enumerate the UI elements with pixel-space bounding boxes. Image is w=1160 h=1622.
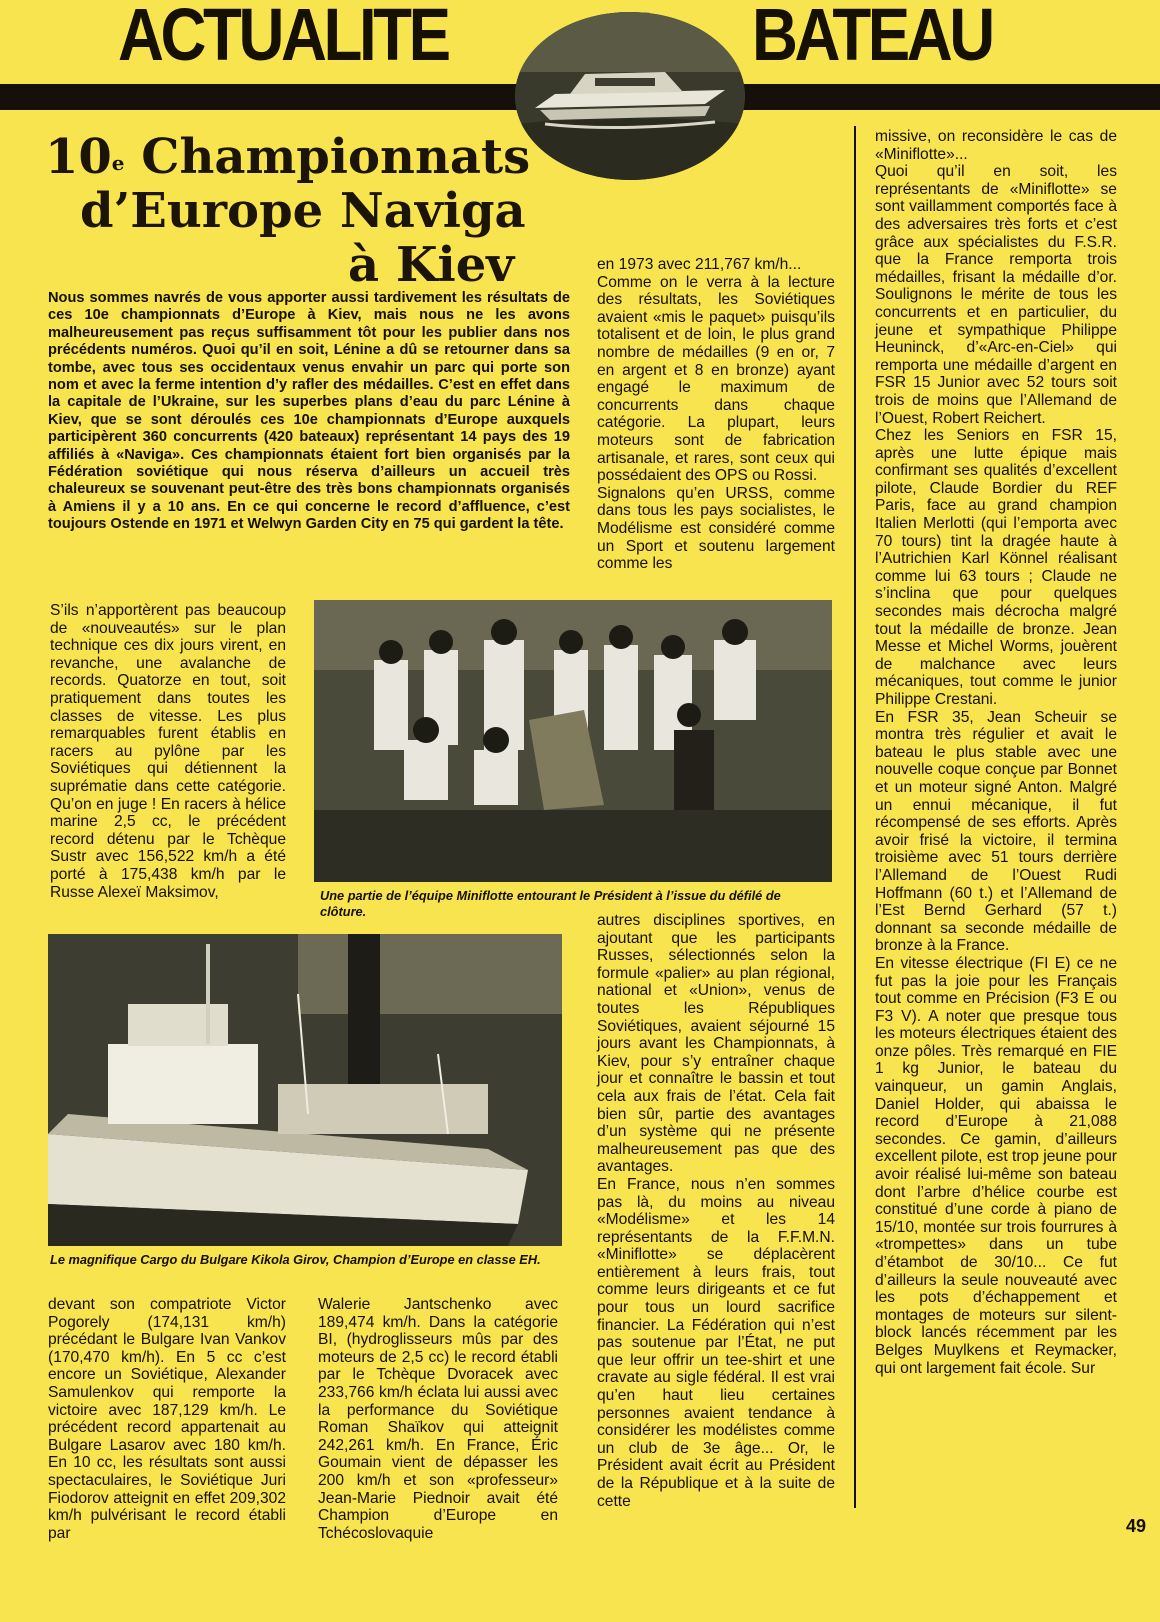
article-intro: Nous sommes navrés de vous apporter aussi tardivement les résultats de ces 10e championnats d’Europe à Kiev, mais nous ne les avons malheureusement pas reçus suffisamment tôt pour les publier dans nos précédents numéros. Quoi qu’il en soit, Lénine a dû se retourner dans sa tombe, avec tous ses occidentaux venus envahir un parc qui porte son nom et avec la ferme intention d’y rafler des médailles. C’est en effet dans la capitale de l’Ukraine, sur les superbes plans d’eau du parc Lénine à Kiev, que se sont déroulés ces 10e championnats d’Europe auxquels participèrent 360 concurrents (420 bateaux) représentant 14 pays des 19 affiliés à «Naviga». Ces championnats étaient fort bien organisés par la Fédération soviétique qui nous réserva d’ailleurs un accueil très chaleureux se souvenant peut-être des très bons championnats organisés à Amiens il y a 10 ans. En ce qui concerne le record d’affluence, c’est toujours Ostende en 1971 et Welwyn Garden City en 75 qui gardent la tête. xyxy=(48,290,570,533)
title-number: 10 xyxy=(45,129,112,185)
page-number: 49 xyxy=(1125,1516,1146,1536)
section-kicker-left: ACTUALITE xyxy=(118,0,448,76)
header-rule-left xyxy=(0,84,525,110)
column-bottom-mid: Walerie Jantschenko avec 189,474 km/h. Dans la catégorie BI, (hydroglisseurs mûs par des moteurs de 2,5 cc) le record établi par le Tchèque Dvoracek avec 233,766 km/h éclata lui aussi avec la performance du Soviétique Roman Shaïkov qui atteignit 242,261 km/h. En France, Éric Goumain vient de dépasser les 200 km/h et son «professeur» Jean-Marie Piednoir avait été Champion d’Europe en Tchécoslovaquie xyxy=(318,1296,558,1542)
column-c: missive, on reconsidère le cas de «Miniflotte»... Quoi qu’il en soit, les représentants de «Miniflotte» se sont vaillamment comportés face à des adversaires très forts et c’est grâce aux spécialistes du F.S.R. que la France remporta trois médailles, frisant la médaille d’or. Soulignons le mérite de tous les concurrents et en particulier, du jeune et sympathique Philippe Heuninck, d’«Arc-en-Ciel» qui remporta une médaille d’argent en FSR 15 Junior avec 52 tours soit trois de moins que l’Allemand de l’Ouest, Robert Reichert. Chez les Seniors en FSR 15, après une lutte épique mais confirmant ses qualités d’excellent pilote, Claude Bordier du REF Paris, face au grand champion Italien Merlotti (qui l’emporta avec 70 tours) tint la dragée haute à l’Autrichien Karl Könnel réalisant comme lui 63 tours ; Claude ne s’inclina que pour quelques secondes mais décrocha malgré tout la médaille de bronze. Jean Messe et Michel Worms, jouèrent de malchance avec leurs mécaniques, tout comme le junior Philippe Crestani. En FSR 35, Jean Scheuir se montra très régulier et avait le bateau le plus stable avec une nouvelle coque conçue par Bonnet et un moteur signé Anton. Malgré un ennui mécanique, il fut récompensé de ses efforts. Après avoir frisé la victoire, il termina troisième avec 51 tours derrière l’Allemand de l’Ouest Rudi Hoffmann (60 t.) et l’Allemand de l’Est Bernd Gerhard (57 t.) donnant sa seconde médaille de bronze à la France. En vitesse électrique (FI E) ce ne fut pas la joie pour les Français tout comme en Précision (F3 E ou F3 V). A noter que presque tous les moteurs électriques étaient des onze pôles. Très remarqué en FIE 1 kg Junior, le bateau du vainqueur, un gamin Anglais, Daniel Holder, qui abaissa le record d’Europe à 21,088 secondes. Ce gamin, d’ailleurs excellent pilote, est trop jeune pour avoir réalisé lui-même son bateau dont l’arbre d’hélice courbe est constitué d’une corde à piano de 15/10, montée sur trois fourrures à «trompettes» dans un tube d’étambot de 30/10... Ce fut d’ailleurs la seule nouveauté avec les pots d’échappement et montages de moteurs sur silent-block lancés récemment par les Belges Muylkens et Reymacker, qui ont largement fait école. Sur xyxy=(875,128,1117,1377)
cargo-photo xyxy=(48,934,562,1246)
title-word: Championnats xyxy=(141,129,531,185)
team-group-image xyxy=(314,600,832,882)
column-bottom-left: devant son compatriote Victor Pogorely (174,131 km/h) précédant le Bulgare Ivan Vankov (170,470 km/h). En 5 cc c’est encore un Soviétique, Alexander Samulenkov qui remporte la victoire avec 187,129 km/h. Le précédent record appartenait au Bulgare Lasarov avec 180 km/h. En 10 cc, les résultats sont aussi spectaculaires, le Soviétique Juri Fiodorov atteignit en effet 209,302 km/h pulvérisant le record établi par xyxy=(48,1296,286,1542)
column-a: S’ils n’apportèrent pas beaucoup de «nouveautés» sur le plan technique ces dix jours virent, en revanche, une avalanche de records. Quatorze en tout, soit pratiquement dans toutes les classes de vitesse. Les plus remarquables furent établis en racers au pylône par les Soviétiques qui détiennent la suprématie dans cette catégorie. Qu’on en juge ! En racers à hélice marine 2,5 cc, le précédent record détenu par le Tchèque Sustr avec 156,522 km/h a été porté à 175,438 km/h par le Russe Alexeï Maksimov, xyxy=(50,602,286,901)
motor-yacht-image xyxy=(515,12,745,180)
header-rule-right xyxy=(735,84,1160,110)
team-photo-caption: Une partie de l’équipe Miniflotte entourant le Président à l’issue du défilé de clôture. xyxy=(320,888,781,919)
column-b-top: en 1973 avec 211,767 km/h... Comme on le verra à la lecture des résultats, les Soviétiques avaient «mis le paquet» puisqu’ils totalisent et de loin, le plus grand nombre de médailles (9 en or, 7 en argent et 8 en bronze) ayant engagé le maximum de concurrents dans chaque catégorie. La plupart, leurs moteurs sont de fabrication artisanale, et rares, sont ceux qui possédaient des OPS ou Rossi. Signalons qu’en URSS, comme dans tous les pays socialistes, le Modélisme est considéré comme un Sport et soutenu largement comme les xyxy=(597,256,835,573)
cargo-ship-model-image xyxy=(48,934,562,1246)
column-b-mid: autres disciplines sportives, en ajoutant que les participants Russes, sélectionnés selon la formule «palier» au plan régional, national et «Union», venus de toutes les Républiques Soviétiques, avaient séjourné 15 jours avant les Championnats, à Kiev, pour s’y entraîner chaque jour et connaître le bassin et tout cela aux frais de l’état. Cela fait bien sûr, partie des avantages d’un système qui ne présente malheureusement pas que des avantages. En France, nous n’en sommes pas là, du moins au niveau «Modélisme» et les 14 représentants de la F.F.M.N. «Miniflotte» se déplacèrent entièrement à leurs frais, tout comme leurs dirigeants et ce fut pour tous un lourd sacrifice financier. La Fédération qui n’est pas soutenue par l’État, ne put que leur offrir un tee-shirt et une cravate au sigle fédéral. Il est vrai qu’en haut lieu certaines personnes avaient tendance à considérer les modélistes comme un club de 3e âge... Or, le Président avait écrit au Président de la République et à la suite de cette xyxy=(597,912,835,1510)
article-title-line2: d’Europe Naviga xyxy=(80,183,526,239)
title-superscript: e xyxy=(111,151,125,175)
cargo-photo-caption: Le magnifique Cargo du Bulgare Kikola Girov, Champion d’Europe en classe EH. xyxy=(50,1252,541,1267)
column-divider xyxy=(854,126,856,1508)
article-title-line3: à Kiev xyxy=(348,237,515,293)
header-boat-photo xyxy=(515,12,745,180)
article-title-line1 xyxy=(45,128,530,186)
team-photo xyxy=(314,600,832,882)
section-kicker-right: BATEAU xyxy=(752,0,992,76)
